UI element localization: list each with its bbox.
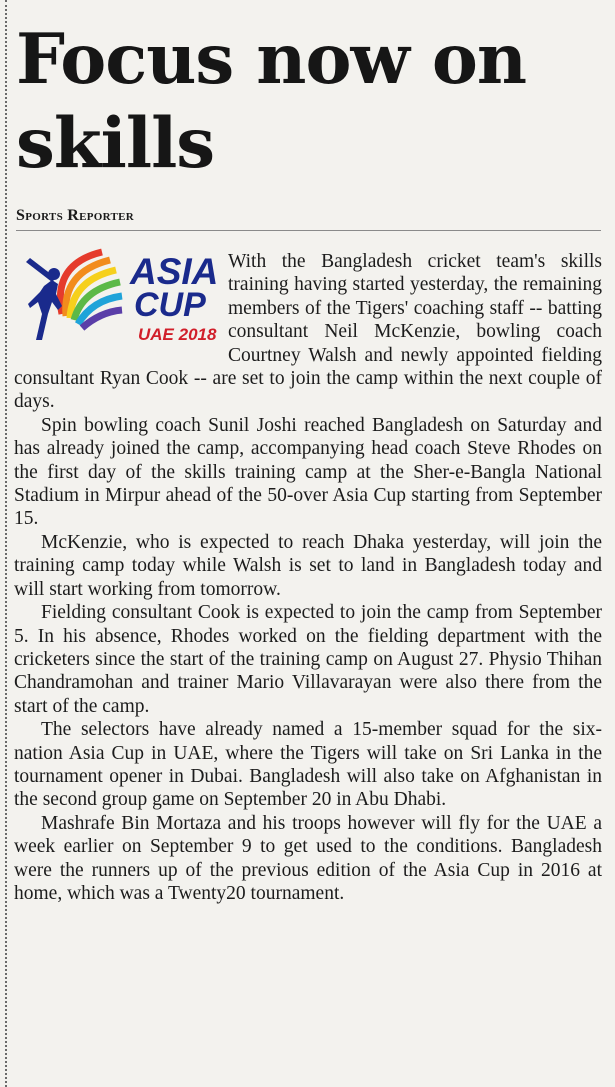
paragraph-6: Mashrafe Bin Mortaza and his troops however will fly for the UAE a week earlier on September 9 to get used to the conditions. Bangladesh were the runners up of the previous edition of the Asia Cup in 2016 at home, which was a Twenty20 tournament. <box>14 812 602 904</box>
paragraph-2: Spin bowling coach Sunil Joshi reached Bangladesh on Saturday and has already joined the camp, accompanying head coach Steve Rhodes on the first day of the skills training camp at the Sher-e-Bangla National Stadium in Mirpur ahead of the 50-over Asia Cup starting from September 15. <box>14 414 602 530</box>
logo-line-2: CUP <box>134 286 206 324</box>
headline: Focus now on skills <box>16 19 527 184</box>
logo-line-3: UAE 2018 <box>138 325 217 344</box>
asia-cup-logo <box>22 244 222 348</box>
logo-line-1: ASIA <box>130 251 219 292</box>
paragraph-1: With the Bangladesh cricket team's skills training having started yesterday, the remaining members of the Tigers' coaching staff -- batting consultant Neil McKenzie, bowling coach Courtney Walsh and newly appointed fielding consultant Ryan Cook -- are set to join the camp within the next couple of days. <box>14 251 602 413</box>
article-body <box>14 250 602 905</box>
cut-line <box>5 0 7 1087</box>
byline-divider <box>16 230 601 231</box>
paragraph-3: McKenzie, who is expected to reach Dhaka yesterday, will join the training camp today while Walsh is set to land in Bangladesh today and will start working from tomorrow. <box>14 531 602 600</box>
paragraph-5: The selectors have already named a 15-member squad for the six-nation Asia Cup in UAE, where the Tigers will take on Sri Lanka in the tournament opener in Dubai. Bangladesh will also take on Afghanistan in the second group game on September 20 in Abu Dhabi. <box>14 719 602 811</box>
byline: Sports Reporter <box>16 207 135 224</box>
paragraph-4: Fielding consultant Cook is expected to join the camp from September 5. In his absence, Rhodes worked on the fielding department with the cricketers since the start of the training camp on August 27. Physio Thihan Chandramohan and trainer Mario Villavarayan were also there from the start of the camp. <box>14 602 602 717</box>
cricket-batsman-icon <box>22 244 222 348</box>
